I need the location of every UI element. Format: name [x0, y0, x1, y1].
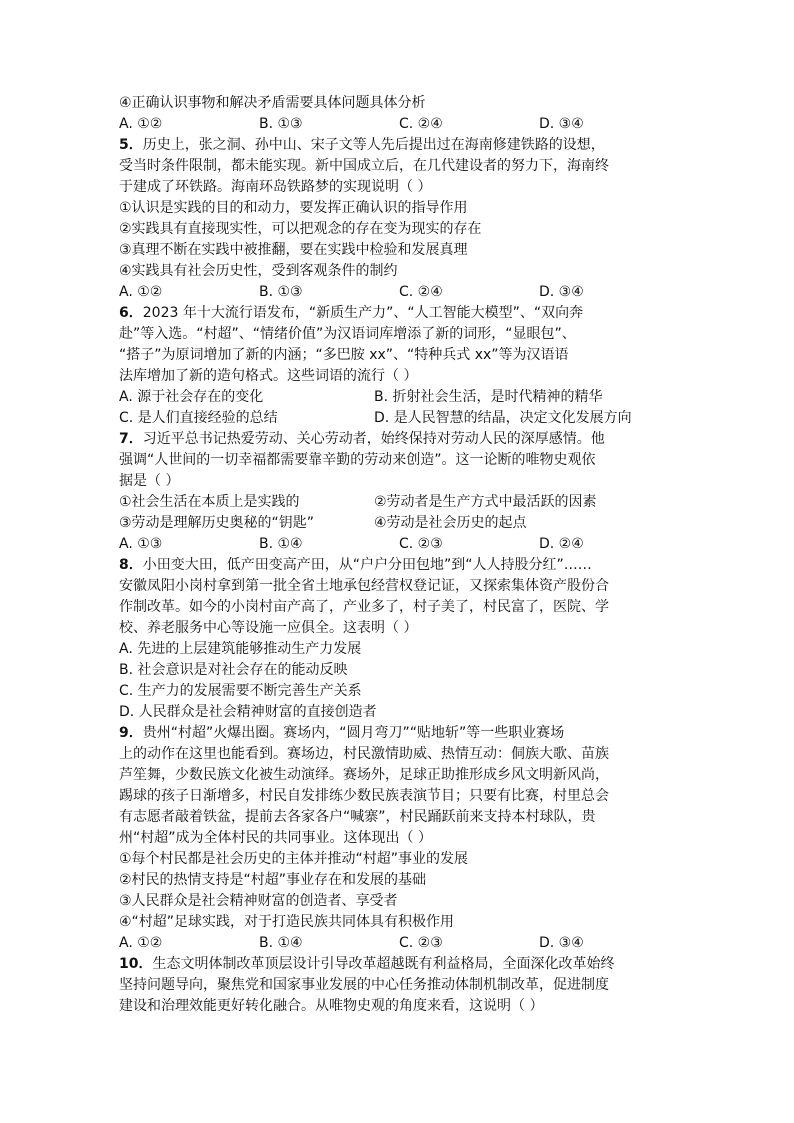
question-stem — [119, 135, 679, 156]
stem-line: 强调“人世间的一切幸福都需要靠辛勤的劳动来创造”。这一论断的唯物史观依 — [119, 452, 596, 468]
answer-options — [119, 534, 679, 555]
question-stem — [119, 303, 679, 324]
statement: ④劳动是社会历史的起点 — [374, 515, 527, 531]
answer-options — [119, 282, 679, 303]
question-stem — [119, 429, 679, 450]
stem-line: 作制改革。如今的小岗村亩产高了，产业多了，村子美了，村民富了，医院、学 — [119, 599, 609, 615]
option-d: D. 是人民智慧的结晶，决定文化发展方向 — [374, 410, 632, 426]
stem-line: 赴”等入选。“村超”、“情绪价值”为汉语词库增添了新的词形，“显眼包”、 — [119, 326, 576, 342]
question-number: 5． — [119, 137, 143, 153]
option-d: D. 人民群众是社会精神财富的直接创造者 — [119, 704, 377, 720]
option-b: B. ①④ — [259, 536, 303, 552]
statement: ②实践具有直接现实性，可以把观念的存在变为现实的存在 — [119, 221, 482, 237]
stem-line: 贵州“村超”火爆出圈。赛场内，“圆月弯刀”“贴地斩”等一些职业赛场 — [142, 725, 565, 741]
option-c: C. 生产力的发展需要不断完善生产关系 — [119, 683, 362, 699]
option-b: B. ①④ — [259, 935, 303, 951]
stem-line: 芦笙舞，少数民族文化被生动演绎。赛场外，足球正助推形成乡风文明新风尚， — [119, 767, 609, 783]
exam-page — [119, 93, 679, 1017]
statement: ③真理不断在实践中被推翻，要在实践中检验和发展真理 — [119, 242, 468, 258]
question-number: 7． — [119, 431, 143, 447]
question-number: 8． — [119, 557, 143, 573]
option-a: A. ①③ — [119, 536, 163, 552]
option-a: A. ①② — [119, 284, 163, 300]
stem-line: 州“村超”成为全体村民的共同事业。这体现出（ ） — [119, 830, 432, 846]
question-stem — [119, 723, 679, 744]
statement: ①每个村民都是社会历史的主体并推动“村超”事业的发展 — [119, 851, 469, 867]
option-d: D. ③④ — [539, 284, 584, 300]
option-d: D. ③④ — [539, 935, 584, 951]
question-number: 9． — [119, 725, 143, 741]
stem-line: 上的动作在这里也能看到。赛场边，村民激情助威、热情互动：侗族大歌、苗族 — [119, 746, 609, 762]
statement: ②村民的热情支持是“村超”事业存在和发展的基础 — [119, 872, 427, 888]
option-a: A. 源于社会存在的变化 — [119, 389, 264, 405]
stem-line: 法库增加了新的造句格式。这些词语的流行（ ） — [119, 368, 418, 384]
option-d: D. ③④ — [539, 116, 584, 132]
option-a: A. ①② — [119, 935, 163, 951]
stem-line: 有志愿者敲着铁盆，提前去各家各户“喊寨”，村民踊跃前来支持本村球队，贵 — [119, 809, 596, 825]
option-c: C. ②④ — [399, 284, 443, 300]
option-b: B. ①③ — [259, 284, 303, 300]
statement: ①社会生活在本质上是实践的 — [119, 494, 300, 510]
question-stem — [119, 954, 679, 975]
answer-options — [119, 387, 679, 408]
stem-line: “搭子”为原词增加了新的内涵；“多巴胺 xx”、“特种兵式 xx”等为汉语语 — [119, 347, 569, 363]
answer-options — [119, 933, 679, 954]
stem-line: 安徽凤阳小岗村拿到第一批全省土地承包经营权登记证，又探索集体资产股份合 — [119, 578, 609, 594]
option-c: C. ②③ — [399, 935, 443, 951]
answer-options — [119, 114, 679, 135]
stem-line: 生态文明体制改革顶层设计引导改革超越既有利益格局，全面深化改革始终 — [152, 956, 615, 972]
stem-line: 坚持问题导向，聚焦党和国家事业发展的中心任务推动体制机制改革，促进制度 — [119, 977, 609, 993]
stem-line: 建设和治理效能更好转化融合。从唯物史观的角度来看，这说明（ ） — [119, 998, 544, 1014]
option-d: D. ②④ — [539, 536, 584, 552]
statement-pair — [119, 513, 679, 534]
option-b: B. ①③ — [259, 116, 303, 132]
statement: ①认识是实践的目的和动力，要发挥正确认识的指导作用 — [119, 200, 468, 216]
stem-line: 受当时条件限制，都未能实现。新中国成立后，在几代建设者的努力下，海南终 — [119, 158, 609, 174]
statement: ④正确认识事物和解决矛盾需要具体问题具体分析 — [119, 95, 426, 111]
option-c: C. ②④ — [399, 116, 443, 132]
question-stem — [119, 555, 679, 576]
statement: ②劳动者是生产方式中最活跃的因素 — [374, 494, 597, 510]
statement: ③人民群众是社会精神财富的创造者、享受者 — [119, 893, 398, 909]
statement: ④实践具有社会历史性，受到客观条件的制约 — [119, 263, 398, 279]
stem-line: 历史上，张之洞、孙中山、宋子文等人先后提出过在海南修建铁路的设想， — [142, 137, 605, 153]
answer-options — [119, 408, 679, 429]
stem-line: 于建成了环铁路。海南环岛铁路梦的实现说明（ ） — [119, 179, 432, 195]
option-c: C. ②③ — [399, 536, 443, 552]
option-c: C. 是人们直接经验的总结 — [119, 410, 278, 426]
question-number: 10． — [119, 956, 153, 972]
stem-line: 习近平总书记热爱劳动、关心劳动者，始终保持对劳动人民的深厚感情。他 — [142, 431, 605, 447]
stem-line: 踢球的孩子日渐增多，村民自发排练少数民族表演节目；只要有比赛，村里总会 — [119, 788, 609, 804]
option-b: B. 社会意识是对社会存在的能动反映 — [119, 662, 348, 678]
stem-line: 校、养老服务中心等设施一应俱全。这表明（ ） — [119, 620, 418, 636]
stem-line: 据是（ ） — [119, 473, 180, 489]
statement-pair — [119, 492, 679, 513]
option-a: A. ①② — [119, 116, 163, 132]
statement: ④“村超”足球实践，对于打造民族共同体具有积极作用 — [119, 914, 455, 930]
question-number: 6． — [119, 305, 143, 321]
option-a: A. 先进的上层建筑能够推动生产力发展 — [119, 641, 362, 657]
statement: ③劳动是理解历史奥秘的“钥匙” — [119, 515, 315, 531]
option-b: B. 折射社会生活，是时代精神的精华 — [374, 389, 603, 405]
stem-line: 2023 年十大流行语发布，“新质生产力”、“人工智能大模型”、“双向奔 — [142, 305, 584, 321]
stem-line: 小田变大田，低产田变高产田，从“户户分田包地”到“人人持股分红”…… — [142, 557, 592, 573]
